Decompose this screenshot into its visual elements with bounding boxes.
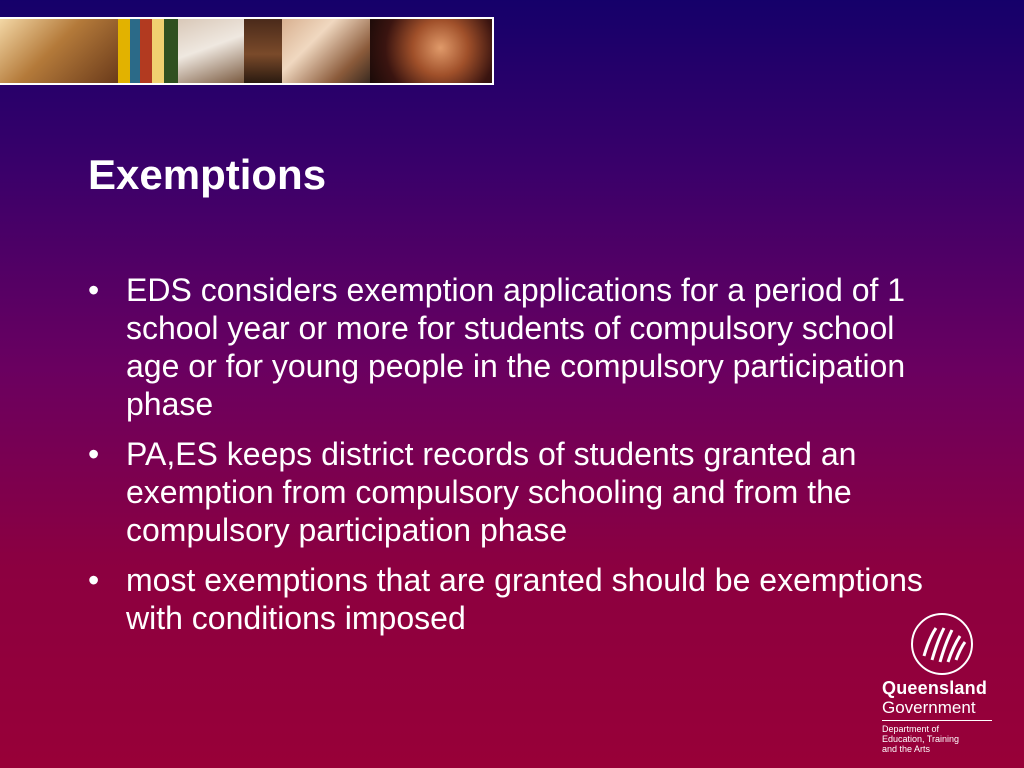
photo-banner <box>0 17 494 85</box>
queensland-emblem-icon <box>910 612 974 676</box>
bullet-text: EDS considers exemption applications for a period of 1 school year or more for students of compulsory school age or for young people in the compulsory participation phase <box>126 272 906 422</box>
banner-photo-children-group <box>282 19 370 83</box>
logo-department-line: and the Arts <box>882 744 931 754</box>
queensland-government-logo <box>880 612 1010 762</box>
bullet-dot: • <box>88 562 100 598</box>
bullet-item <box>88 435 948 549</box>
bullet-text: most exemptions that are granted should be exemptions with conditions imposed <box>126 562 923 636</box>
logo-state-name: Queensland <box>882 678 988 698</box>
logo-government: Government <box>882 698 976 717</box>
bullet-item <box>88 271 948 423</box>
slide-title: Exemptions <box>88 151 327 198</box>
bullet-text: PA,ES keeps district records of students granted an exemption from compulsory schooling and from the compulsory participation phase <box>126 436 857 548</box>
banner-photo-artwork <box>118 19 178 83</box>
banner-photo-teacher <box>178 19 244 83</box>
banner-photo-student-safety-glasses <box>0 19 118 83</box>
logo-divider <box>882 720 992 721</box>
bullet-item <box>88 561 948 637</box>
bullet-dot: • <box>88 436 100 472</box>
logo-department-line: Education, Training <box>882 734 960 744</box>
bullet-dot: • <box>88 272 100 308</box>
banner-photo-child <box>244 19 282 83</box>
bullet-list <box>88 271 948 649</box>
logo-department-line: Department of <box>882 724 940 734</box>
logo-department <box>882 724 1002 754</box>
banner-photo-trumpet-player <box>370 19 494 83</box>
